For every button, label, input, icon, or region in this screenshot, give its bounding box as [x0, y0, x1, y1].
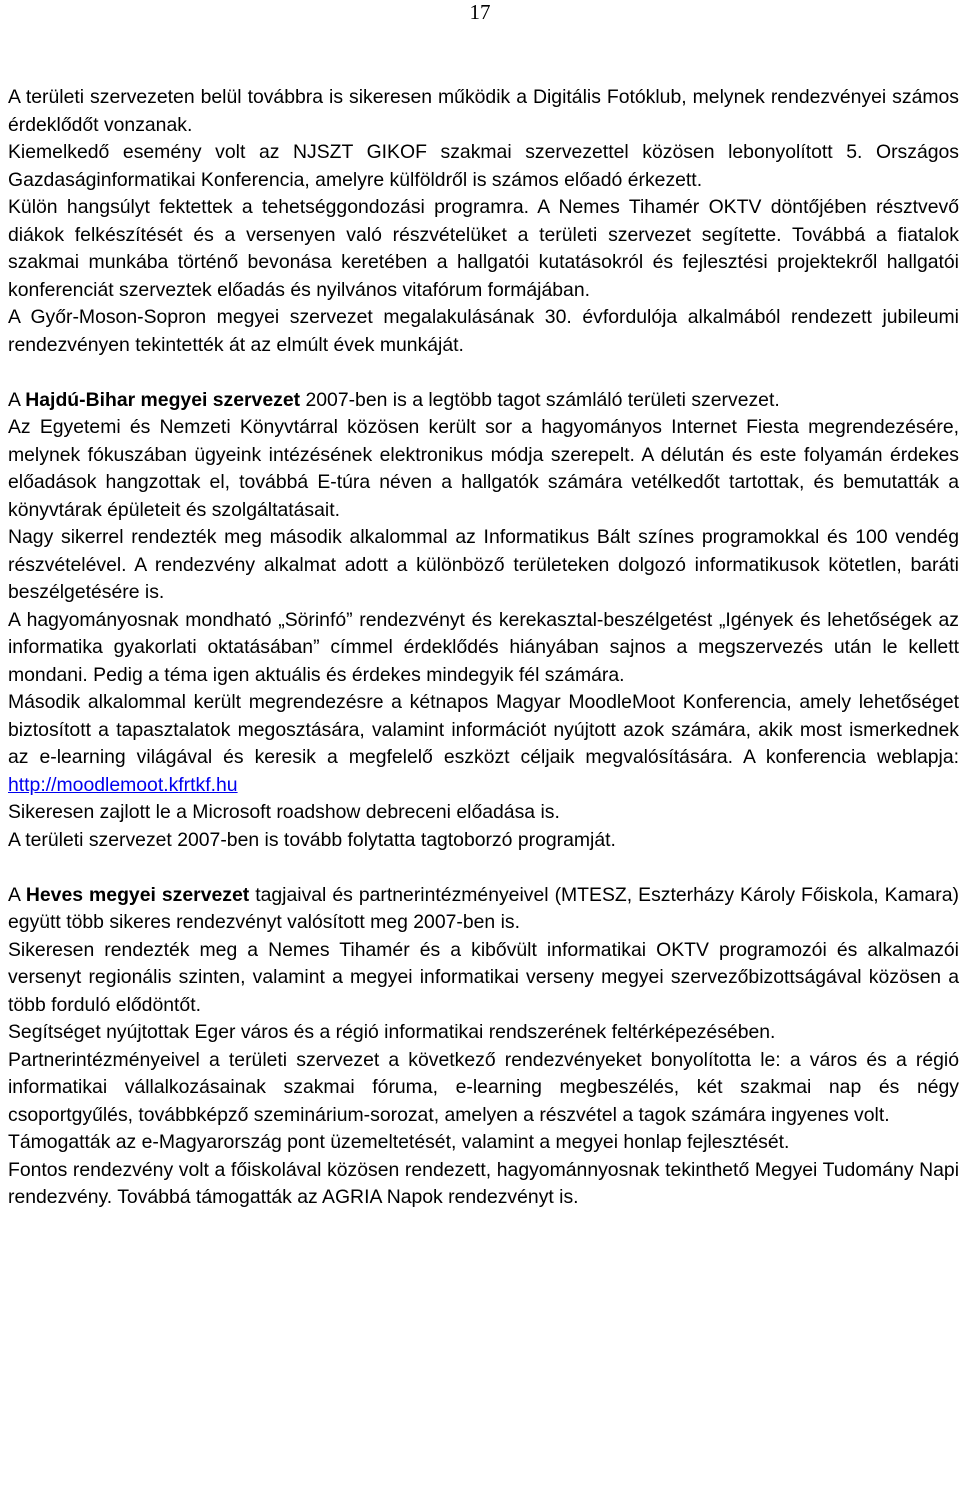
text-run: Második alkalommal került megrendezésre a kétnapos Magyar MoodleMoot Konferencia, amely lehetőséget biztosított a tapasztalatok megosztására, valamint információt nyújtott azok számára, akik most ismerkednek az e-learning világával és keresik a megfelelő eszközt céljaik megvalósítására. A konferencia weblapja: [8, 691, 959, 768]
paragraph [8, 387, 959, 415]
paragraph: A területi szervezeten belül továbbra is sikeresen működik a Digitális Fotóklub, melynek rendezvényei számos érdeklődőt vonzanak. [8, 86, 959, 136]
paragraph: Partnerintézményeivel a területi szervezet a következő rendezvényeket bonyolította le: a város és a régió informatikai vállalkozásainak szakmai fóruma, e-learning megbeszélés, két szakmai nap és négy csoportgyűlés, továbbképző szeminárium-sorozat, amelyen a részvétel a tagok számára ingyenes volt. [8, 1048, 959, 1126]
paragraph: Az Egyetemi és Nemzeti Könyvtárral közösen került sor a hagyományos Internet Fiesta megrendezésére, melynek fókuszában ügyeink intézésének elektronikus módja szerepelt. A délután és este folyamán érdekes előadások hangzottak el, továbbá E-túra néven a hallgatók számára vetélkedőt tartottak, és bemutatták a könyvtárak épületeit és szolgáltatásait. [8, 416, 959, 521]
text-run: tagjaival és partnerintézményeivel (MTESZ, Eszterházy Károly Főiskola, Kamara) együtt több sikeres rendezvényt valósított meg 2007-ben is. [8, 883, 959, 933]
paragraph: Nagy sikerrel rendezték meg második alkalommal az Informatikus Bált színes programokkal és 100 vendég részvételével. A rendezvény alkalmat adott a különböző területeken dolgozó informatikusok kötetlen, baráti beszélgetésére is. [8, 526, 959, 603]
paragraph: Sikeresen rendezték meg a Nemes Tihamér és a kibővült informatikai OKTV programozói és alkalmazói versenyt regionális szinten, valamint a megyei informatikai verseny megyei szervezőbizottságával közösen a több forduló elődöntőt. [8, 938, 959, 1016]
paragraph-gap [8, 359, 959, 387]
paragraph: Fontos rendezvény volt a főiskolával közösen rendezett, hagyománnyosnak tekinthető Megyei Tudomány Napi rendezvény. Továbbá támogatták az AGRIA Napok rendezvényt is. [8, 1158, 959, 1208]
paragraph: Külön hangsúlyt fektettek a tehetséggondozási programra. A Nemes Tihamér OKTV döntőjében résztvevő diákok felkészítését és a versenyen való részvételüket a területi szervezet segítette. Továbbá a fiatalok szakmai munkába történő bevonása keretében a hallgatói kutatásokról és fejlesztési projektekről hallgatói konferenciát szerveztek előadás és nyilvános vitafórum formájában. [8, 196, 959, 301]
paragraph: A területi szervezet 2007-ben is tovább folytatta tagtoborzó programját. [8, 828, 616, 851]
organization-name-bold: Hajdú-Bihar megyei szervezet [25, 388, 301, 411]
paragraph: Sikeresen zajlott le a Microsoft roadshow debreceni előadása is. [8, 801, 560, 823]
document-body [8, 84, 959, 1212]
text-run: A [8, 883, 26, 906]
conference-website-link[interactable]: http://moodlemoot.kfrtkf.hu [8, 773, 238, 796]
paragraph: A Győr-Moson-Sopron megyei szervezet megalakulásának 30. évfordulója alkalmából rendezett jubileumi rendezvényen tekintették át az elmúlt évek munkáját. [8, 306, 959, 356]
paragraph: Segítséget nyújtottak Eger város és a régió informatikai rendszerének feltérképezésében. [8, 1021, 776, 1043]
paragraph-gap [8, 854, 959, 882]
paragraph: Kiemelkedő esemény volt az NJSZT GIKOF szakmai szervezettel közösen lebonyolított 5. Országos Gazdaságinformatikai Konferencia, amelyre külföldről is számos előadó érkezett. [8, 141, 959, 191]
text-run: A [8, 388, 26, 411]
paragraph: A hagyományosnak mondható „Sörinfó” rendezvényt és kerekasztal-beszélgetést „Igények és lehetőségek az informatika gyakorlati oktatásában” címmel érdeklődés hiányában sajnos a megszervezés után le kellett mondani. Pedig a téma igen aktuális és érdekes mindegyik fél számára. [8, 608, 959, 686]
paragraph [8, 882, 959, 937]
text-run: 2007-ben is a legtöbb tagot számláló területi szervezet. [300, 388, 780, 411]
page-number: 17 [469, 0, 491, 24]
paragraph: Támogatták az e-Magyarország pont üzemeltetését, valamint a megyei honlap fejlesztését. [8, 1131, 790, 1153]
organization-name-bold: Heves megyei szervezet [25, 883, 250, 906]
paragraph [8, 689, 959, 799]
